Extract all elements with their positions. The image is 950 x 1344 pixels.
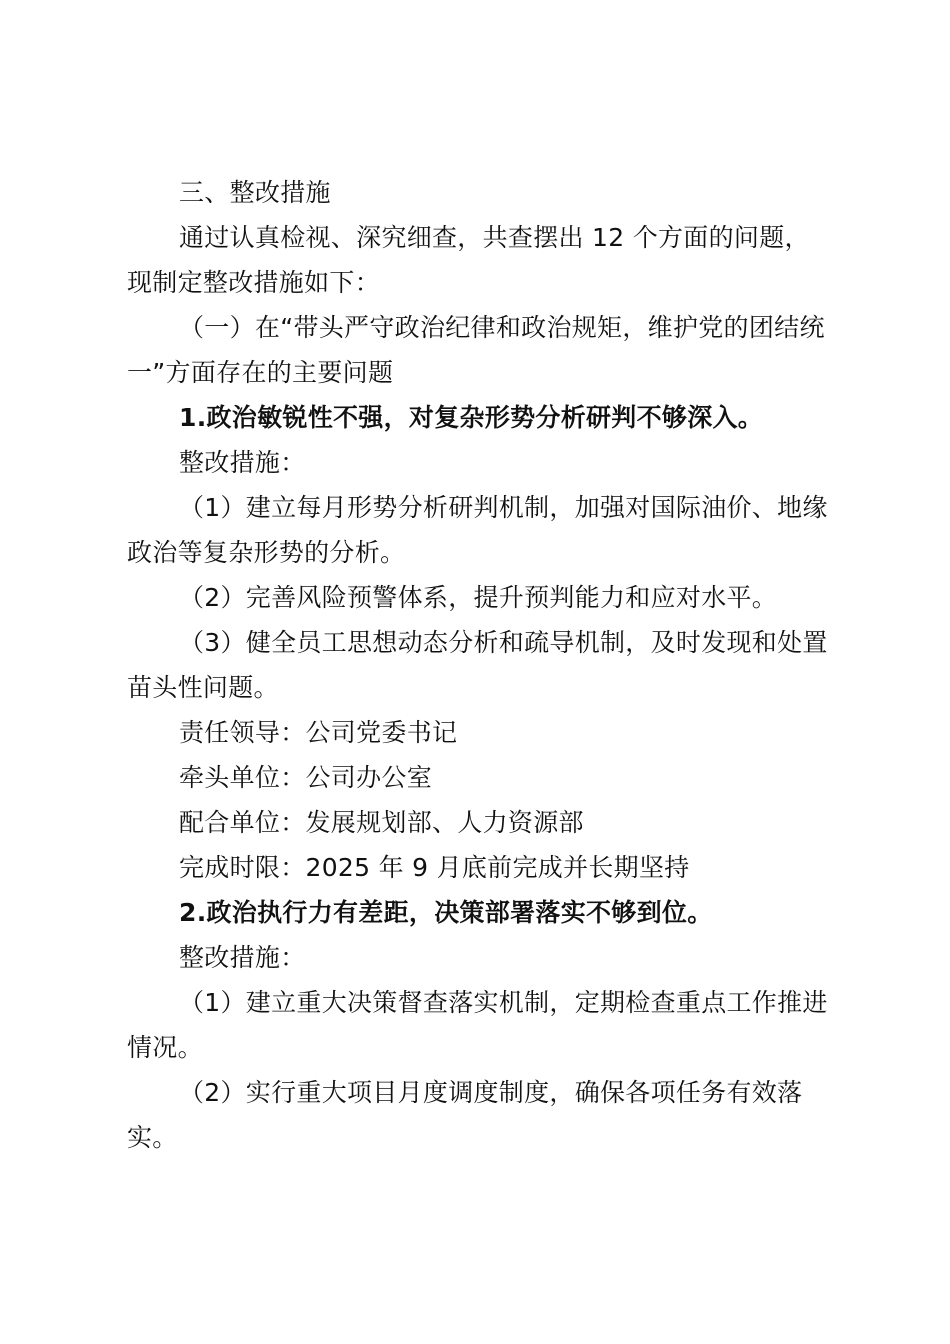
measure-item: （2）实行重大项目月度调度制度，确保各项任务有效落 bbox=[179, 1078, 803, 1107]
measures-label: 整改措施： bbox=[179, 943, 306, 972]
measure-item: （1）建立每月形势分析研判机制，加强对国际油价、地缘 bbox=[179, 493, 828, 522]
responsible-leader: 责任领导：公司党委书记 bbox=[179, 718, 458, 747]
lead-unit: 牵头单位：公司办公室 bbox=[179, 763, 433, 792]
document-body bbox=[127, 170, 839, 1160]
measure-item: （3）健全员工思想动态分析和疏导机制，及时发现和处置 bbox=[179, 628, 828, 657]
measure-item-cont: 政治等复杂形势的分析。 bbox=[127, 538, 406, 567]
measure-item: （1）建立重大决策督查落实机制，定期检查重点工作推进 bbox=[179, 988, 828, 1017]
subsection-heading-cont: 一”方面存在的主要问题 bbox=[127, 358, 394, 387]
issue-heading: 1.政治敏锐性不强，对复杂形势分析研判不够深入。 bbox=[179, 403, 764, 432]
measure-item-cont: 情况。 bbox=[127, 1033, 203, 1062]
paragraph-line: 现制定整改措施如下： bbox=[127, 268, 381, 297]
paragraph-line: 通过认真检视、深究细查，共查摆出 12 个方面的问题， bbox=[179, 223, 810, 252]
measure-item-cont: 实。 bbox=[127, 1123, 178, 1152]
issue-heading: 2.政治执行力有差距，决策部署落实不够到位。 bbox=[179, 898, 713, 927]
measure-item: （2）完善风险预警体系，提升预判能力和应对水平。 bbox=[179, 583, 778, 612]
section-heading: 三、整改措施 bbox=[179, 178, 331, 207]
measure-item-cont: 苗头性问题。 bbox=[127, 673, 279, 702]
subsection-heading: （一）在“带头严守政治纪律和政治规矩，维护党的团结统 bbox=[179, 313, 825, 342]
deadline: 完成时限：2025 年 9 月底前完成并长期坚持 bbox=[179, 853, 690, 882]
cooperating-units: 配合单位：发展规划部、人力资源部 bbox=[179, 808, 584, 837]
measures-label: 整改措施： bbox=[179, 448, 306, 477]
